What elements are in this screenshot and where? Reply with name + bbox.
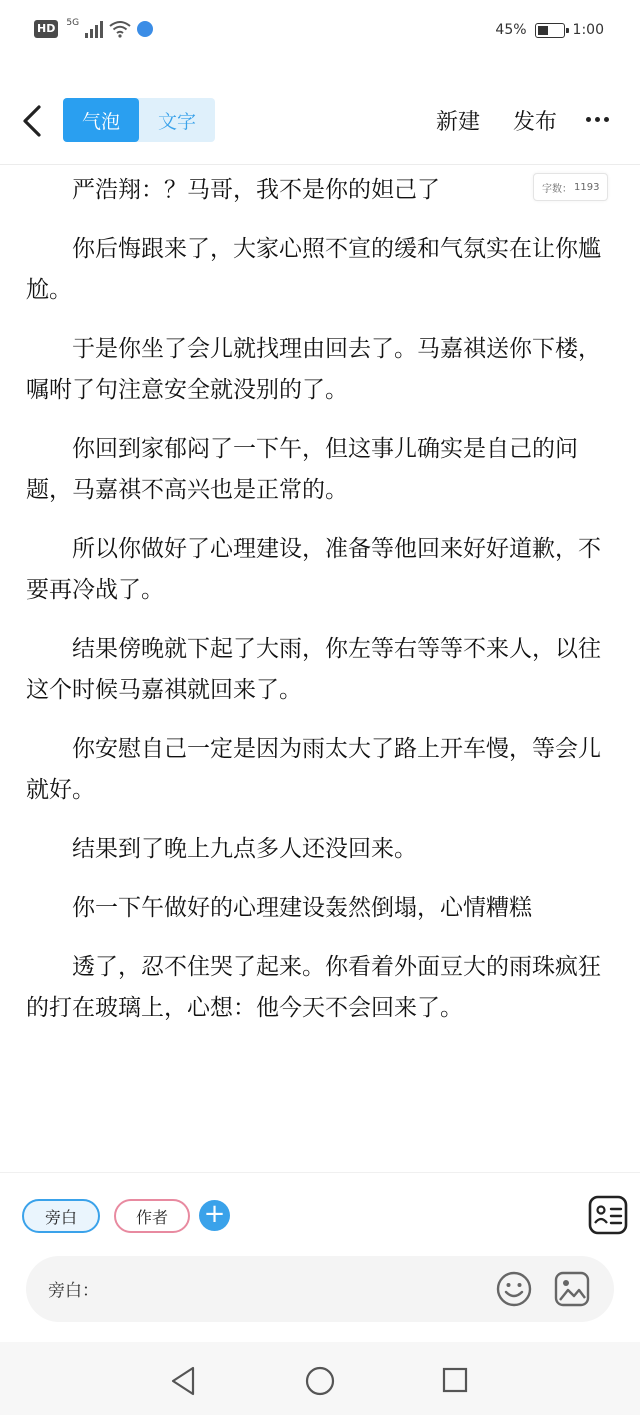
editor-header bbox=[0, 90, 640, 150]
hd-badge: HD bbox=[34, 20, 58, 38]
battery-icon bbox=[535, 23, 565, 38]
paragraph: 严浩翔：？马哥，我不是你的妲己了 bbox=[72, 177, 440, 203]
more-icon[interactable] bbox=[586, 117, 609, 122]
status-bar-right bbox=[495, 22, 604, 38]
signal-icon bbox=[85, 20, 103, 38]
story-text-area[interactable] bbox=[26, 170, 616, 1047]
image-icon[interactable] bbox=[553, 1270, 591, 1308]
profile-card-icon[interactable] bbox=[588, 1195, 628, 1235]
network-type: 5G bbox=[66, 18, 80, 28]
role-chip-narration[interactable]: 旁白 bbox=[22, 1199, 100, 1233]
role-chip-author[interactable]: 作者 bbox=[114, 1199, 190, 1233]
tab-text[interactable]: 文字 bbox=[157, 110, 196, 133]
smile-icon[interactable] bbox=[495, 1270, 533, 1308]
header-divider bbox=[0, 164, 640, 165]
paragraph: 结果到了晚上九点多人还没回来。 bbox=[72, 836, 417, 862]
new-button[interactable]: 新建 bbox=[436, 110, 481, 135]
wifi-icon bbox=[109, 20, 131, 38]
battery-percent: 45% bbox=[495, 22, 527, 38]
word-count-label: 字数： bbox=[542, 183, 572, 195]
add-role-button[interactable]: + bbox=[199, 1200, 230, 1231]
battery-level bbox=[538, 26, 548, 35]
status-bar bbox=[0, 0, 640, 64]
status-bar-left bbox=[34, 20, 153, 38]
input-role-label: 旁白： bbox=[48, 1281, 99, 1301]
notification-app-icon bbox=[137, 21, 153, 37]
message-input[interactable] bbox=[26, 1256, 614, 1322]
word-count-value: 1193 bbox=[574, 181, 600, 193]
paragraph: 结果傍晚就下起了大雨，你左等右等等不来人，以往这个时候马嘉祺就回来了。 bbox=[26, 636, 601, 703]
clock: 1:00 bbox=[572, 22, 604, 38]
paragraph: 你安慰自己一定是因为雨太大了路上开车慢，等会儿就好。 bbox=[26, 736, 601, 803]
publish-button[interactable]: 发布 bbox=[513, 110, 558, 135]
nav-recents-icon[interactable] bbox=[442, 1367, 468, 1393]
paragraph: 你一下午做好的心理建设轰然倒塌，心情糟糕 bbox=[72, 895, 532, 921]
paragraph: 你回到家郁闷了一下午，但这事儿确实是自己的问题，马嘉祺不高兴也是正常的。 bbox=[26, 436, 578, 503]
paragraph: 所以你做好了心理建设，准备等他回来好好道歉，不要再冷战了。 bbox=[26, 536, 601, 603]
tab-bubble[interactable]: 气泡 bbox=[63, 98, 139, 142]
back-arrow-icon[interactable] bbox=[20, 104, 44, 138]
nav-back-icon[interactable] bbox=[170, 1366, 196, 1396]
paragraph: 透了，忍不住哭了起来。你看着外面豆大的雨珠疯狂的打在玻璃上，心想：他今天不会回来了。 bbox=[26, 954, 601, 1021]
paragraph: 你后悔跟来了，大家心照不宣的缓和气氛实在让你尴尬。 bbox=[26, 236, 601, 303]
paragraph: 于是你坐了会儿就找理由回去了。马嘉祺送你下楼，嘱咐了句注意安全就没别的了。 bbox=[26, 336, 601, 403]
system-nav-bar bbox=[0, 1342, 640, 1415]
nav-home-icon[interactable] bbox=[305, 1366, 335, 1396]
mode-toggle bbox=[63, 98, 215, 142]
word-count-badge bbox=[533, 173, 608, 201]
composer-panel bbox=[0, 1172, 640, 1343]
